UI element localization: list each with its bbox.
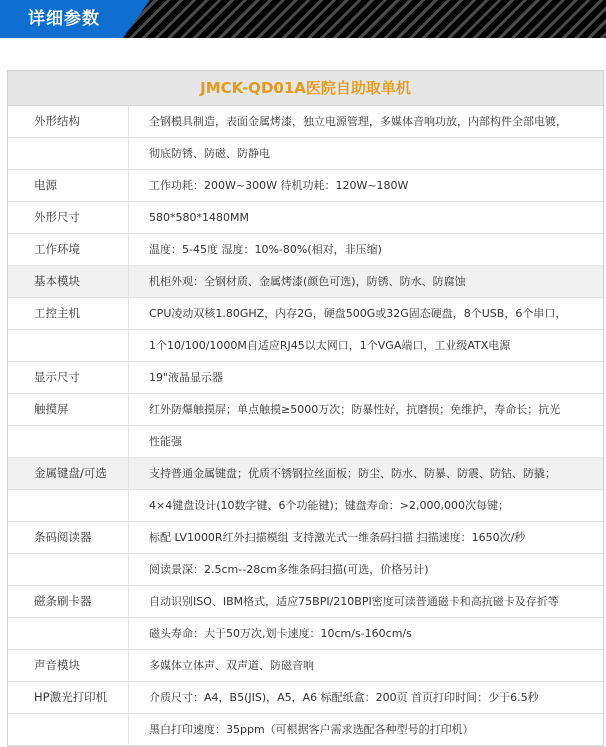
spec-label [8, 426, 128, 457]
spec-row [8, 714, 603, 746]
spec-row [8, 266, 603, 298]
spec-label: HP激光打印机 [34, 690, 108, 704]
spec-row [8, 330, 603, 362]
spec-label [8, 714, 128, 745]
spec-row [8, 234, 603, 266]
spec-row [8, 298, 603, 330]
spec-value: 标配 LV1000R红外扫描模组 支持激光式一维条码扫描 扫描速度：1650次/秒 [128, 522, 603, 553]
spec-label: 工作环境 [34, 242, 80, 256]
spec-row [8, 106, 603, 138]
spec-value: CPU凌动双核1.80GHZ，内存2G，硬盘500G或32G固态硬盘，8个USB，6个串口， [128, 298, 603, 329]
spec-label [8, 554, 128, 585]
spec-row [8, 138, 603, 170]
spec-row [8, 650, 603, 682]
spec-value: 多媒体立体声、双声道、防磁音响 [128, 650, 603, 681]
spec-value: 阅读景深：2.5cm--28cm多维条码扫描(可选，价格另计) [128, 554, 603, 585]
spec-label [8, 330, 128, 361]
spec-row [8, 362, 603, 394]
spec-label [8, 618, 128, 649]
spec-value: 自动识别ISO、IBM格式，适应75BPI/210BPI密度可读普通磁卡和高抗磁卡及存折等 [128, 586, 603, 617]
spec-label: 工控主机 [34, 306, 80, 320]
spec-label: 显示尺寸 [34, 370, 80, 384]
spec-row [8, 618, 603, 650]
spec-row [8, 458, 603, 490]
spec-value: 介质尺寸：A4，B5(JIS)，A5，A6 标配纸盒：200页 首页打印时间：少于6.5秒 [128, 682, 603, 713]
spec-value: 支持普通金属键盘；优质不锈钢拉丝面板；防尘、防水、防暴、防震、防钻、防撬； [128, 458, 603, 489]
spec-label: 声音模块 [34, 658, 80, 672]
spec-label: 基本模块 [34, 274, 80, 288]
spec-label: 电源 [34, 178, 57, 192]
spec-row [8, 394, 603, 426]
spec-value: 机柜外观：全钢材质、金属烤漆(颜色可选)，防锈、防水、防腐蚀 [128, 266, 603, 297]
spec-row [8, 170, 603, 202]
spec-table [7, 70, 604, 747]
spec-value: 磁头寿命：大于50万次,划卡速度：10cm/s-160cm/s [128, 618, 603, 649]
spec-row [8, 522, 603, 554]
spec-value: 4×4键盘设计(10数字键、6个功能键)；键盘寿命：>2,000,000次每键； [128, 490, 603, 521]
section-title: 详细参数 [28, 9, 100, 29]
spec-table-body [8, 106, 603, 746]
spec-label: 磁条刷卡器 [34, 594, 92, 608]
spec-label: 条码阅读器 [34, 530, 92, 544]
spec-row [8, 586, 603, 618]
spec-table-title: JMCK-QD01A医院自助取单机 [8, 71, 603, 106]
spec-value: 彻底防锈、防磁、防静电 [128, 138, 603, 169]
spec-value: 19"液晶显示器 [128, 362, 603, 393]
spec-value: 性能强 [128, 426, 603, 457]
spec-value: 1个10/100/1000M自适应RJ45以太网口，1个VGA端口，工业级ATX电源 [128, 330, 603, 361]
spec-row [8, 490, 603, 522]
spec-label: 金属键盘/可选 [34, 466, 107, 480]
spec-label: 触摸屏 [34, 402, 69, 416]
spec-value: 全钢模具制造，表面金属烤漆，独立电源管理，多媒体音响功放，内部构件全部电镀， [128, 106, 603, 137]
header-stripe-decoration [120, 0, 606, 38]
spec-label [8, 490, 128, 521]
spec-value: 温度：5-45度 湿度：10%-80%(相对，非压缩) [128, 234, 603, 265]
spec-row [8, 202, 603, 234]
section-header [0, 0, 606, 38]
spec-value: 黑白打印速度：35ppm（可根据客户需求选配各种型号的打印机） [128, 714, 603, 745]
spec-label: 外形尺寸 [34, 210, 80, 224]
spec-label [8, 138, 128, 169]
spec-label: 外形结构 [34, 114, 80, 128]
spec-row [8, 682, 603, 714]
spec-value: 580*580*1480MM [128, 202, 603, 233]
spec-row [8, 554, 603, 586]
spec-row [8, 426, 603, 458]
spec-value: 红外防爆触摸屏；单点触摸≥5000万次；防暴性好，抗磨损；免维护，寿命长；抗光 [128, 394, 603, 425]
spec-value: 工作功耗：200W~300W 待机功耗：120W~180W [128, 170, 603, 201]
